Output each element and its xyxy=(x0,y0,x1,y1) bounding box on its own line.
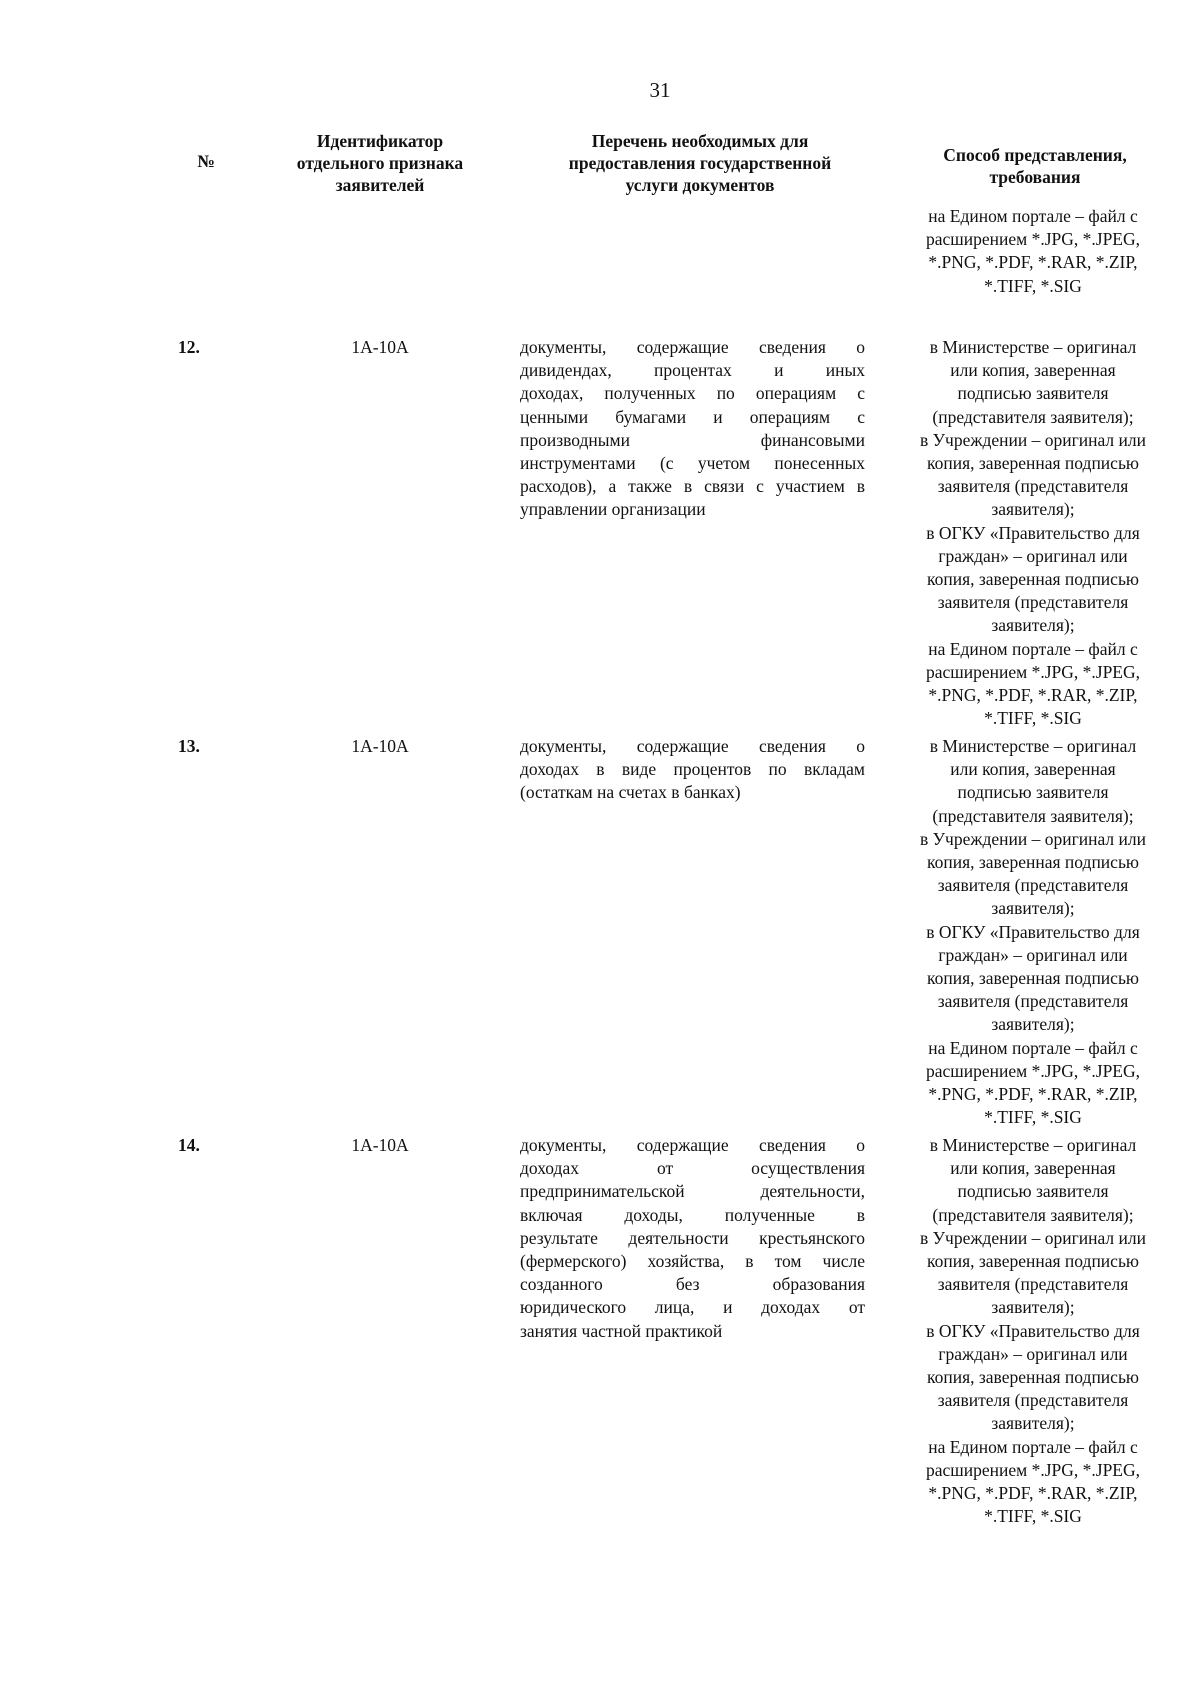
document-line: созданного без образования xyxy=(520,1274,865,1295)
document-line: управлении организации xyxy=(520,499,706,520)
document-line: ценными бумагами и операциям с xyxy=(520,406,865,427)
header-documents-column xyxy=(520,130,880,196)
document-line: документы, содержащие сведения о xyxy=(520,337,865,357)
method-line: подписью заявителя xyxy=(957,1181,1109,1202)
method-line: заявителя (представителя xyxy=(937,592,1129,613)
method-line: граждан» – оригинал или xyxy=(938,944,1128,965)
header-identifier-line: заявителей xyxy=(335,175,425,195)
method-line: заявителя (представителя xyxy=(937,1390,1129,1411)
header-method-line: Способ представления, xyxy=(943,145,1127,165)
header-identifier-line: отдельного признака xyxy=(296,153,464,173)
method-line: расширением *.JPG, *.JPEG, xyxy=(925,1060,1141,1081)
method-line: на Едином портале – файл с xyxy=(928,1436,1138,1457)
header-method-line: требования xyxy=(989,167,1081,187)
method-line: заявителя); xyxy=(991,1413,1075,1434)
method-line: копия, заверенная подписью xyxy=(926,453,1139,474)
method-line: расширением *.JPG, *.JPEG, xyxy=(925,229,1141,250)
method-line: на Едином портале – файл с xyxy=(928,638,1138,659)
row-identifier: 1А-10А xyxy=(351,337,409,357)
method-line: в Министерстве – оригинал xyxy=(929,337,1137,357)
continuation-method-cell xyxy=(888,205,1178,298)
method-line: в Министерстве – оригинал xyxy=(929,736,1137,756)
method-line: в ОГКУ «Правительство для xyxy=(926,522,1140,543)
method-line: граждан» – оригинал или xyxy=(938,1343,1128,1364)
method-line: или копия, заверенная xyxy=(950,1158,1116,1179)
method-line: расширением *.JPG, *.JPEG, xyxy=(925,661,1141,682)
row-method xyxy=(884,1134,1182,1528)
method-line: заявителя (представителя xyxy=(937,1274,1129,1295)
document-line: производными финансовыми xyxy=(520,429,865,450)
row-method xyxy=(884,735,1182,1129)
document-line: (фермерского) хозяйства, в том числе xyxy=(520,1251,865,1272)
method-line: заявителя); xyxy=(991,1014,1075,1035)
row-number: 13. xyxy=(178,736,200,756)
method-line: (представителя заявителя); xyxy=(932,805,1134,826)
method-line: копия, заверенная подписью xyxy=(926,569,1139,590)
method-line: заявителя); xyxy=(991,615,1075,636)
document-line: результате деятельности крестьянского xyxy=(520,1227,865,1248)
method-line: на Едином портале – файл с xyxy=(928,206,1138,226)
method-line: *.TIFF, *.SIG xyxy=(984,1506,1082,1527)
method-line: в ОГКУ «Правительство для xyxy=(926,921,1140,942)
document-line: инструментами (с учетом понесенных xyxy=(520,453,865,474)
document-line: доходах, полученных по операциям с xyxy=(520,383,865,404)
row-number: 14. xyxy=(178,1135,200,1155)
method-line: в Учреждении – оригинал или xyxy=(920,828,1146,849)
method-line: в ОГКУ «Правительство для xyxy=(926,1320,1140,1341)
method-line: *.TIFF, *.SIG xyxy=(984,1107,1082,1128)
method-line: в Министерстве – оригинал xyxy=(929,1135,1137,1155)
method-line: копия, заверенная подписью xyxy=(926,1251,1139,1272)
method-line: копия, заверенная подписью xyxy=(926,968,1139,989)
row-identifier: 1А-10А xyxy=(351,736,409,756)
method-line: *.PNG, *.PDF, *.RAR, *.ZIP, xyxy=(928,685,1138,706)
document-line: доходах в виде процентов по вкладам xyxy=(520,759,865,780)
document-line: дивидендах, процентах и иных xyxy=(520,360,865,381)
method-line: подписью заявителя xyxy=(957,383,1109,404)
method-line: в Учреждении – оригинал или xyxy=(920,429,1146,450)
header-identifier-column xyxy=(260,130,500,196)
header-documents-line: услуги документов xyxy=(625,175,775,195)
method-line: на Едином портале – файл с xyxy=(928,1037,1138,1058)
method-line: *.TIFF, *.SIG xyxy=(984,708,1082,729)
method-line: расширением *.JPG, *.JPEG, xyxy=(925,1459,1141,1480)
header-documents-line: Перечень необходимых для xyxy=(591,131,809,151)
document-line: включая доходы, полученные в xyxy=(520,1204,865,1225)
document-line: предпринимательской деятельности, xyxy=(520,1181,865,1202)
header-number-column: № xyxy=(197,151,215,171)
method-line: *.PNG, *.PDF, *.RAR, *.ZIP, xyxy=(928,1084,1138,1105)
header-method-column xyxy=(895,144,1175,188)
method-line: (представителя заявителя); xyxy=(932,406,1134,427)
document-line: юридического лица, и доходах от xyxy=(520,1297,865,1318)
row-documents xyxy=(520,735,865,805)
document-line: расходов), а также в связи с участием в xyxy=(520,476,865,497)
row-documents xyxy=(520,336,865,522)
method-line: в Учреждении – оригинал или xyxy=(920,1227,1146,1248)
document-line: занятия частной практикой xyxy=(520,1320,723,1341)
method-line: заявителя (представителя xyxy=(937,476,1129,497)
method-line: или копия, заверенная xyxy=(950,360,1116,381)
row-documents xyxy=(520,1134,865,1343)
method-line: заявителя); xyxy=(991,898,1075,919)
method-line: подписью заявителя xyxy=(957,782,1109,803)
header-identifier-line: Идентификатор xyxy=(316,131,444,151)
method-line: заявителя); xyxy=(991,1297,1075,1318)
document-line: документы, содержащие сведения о xyxy=(520,736,865,756)
row-method xyxy=(884,336,1182,730)
method-line: копия, заверенная подписью xyxy=(926,852,1139,873)
document-line: документы, содержащие сведения о xyxy=(520,1135,865,1155)
document-line: доходах от осуществления xyxy=(520,1158,865,1179)
method-line: заявителя (представителя xyxy=(937,991,1129,1012)
method-line: (представителя заявителя); xyxy=(932,1204,1134,1225)
method-line: или копия, заверенная xyxy=(950,759,1116,780)
row-identifier: 1А-10А xyxy=(351,1135,409,1155)
document-line: (остаткам на счетах в банках) xyxy=(520,782,741,803)
page-number: 31 xyxy=(649,78,671,102)
method-line: заявителя); xyxy=(991,499,1075,520)
method-line: заявителя (представителя xyxy=(937,875,1129,896)
method-line: граждан» – оригинал или xyxy=(938,545,1128,566)
method-line: *.TIFF, *.SIG xyxy=(984,275,1082,296)
row-number: 12. xyxy=(178,337,200,357)
method-line: *.PNG, *.PDF, *.RAR, *.ZIP, xyxy=(928,252,1138,273)
method-line: копия, заверенная подписью xyxy=(926,1367,1139,1388)
method-line: *.PNG, *.PDF, *.RAR, *.ZIP, xyxy=(928,1483,1138,1504)
header-documents-line: предоставления государственной xyxy=(568,153,832,173)
